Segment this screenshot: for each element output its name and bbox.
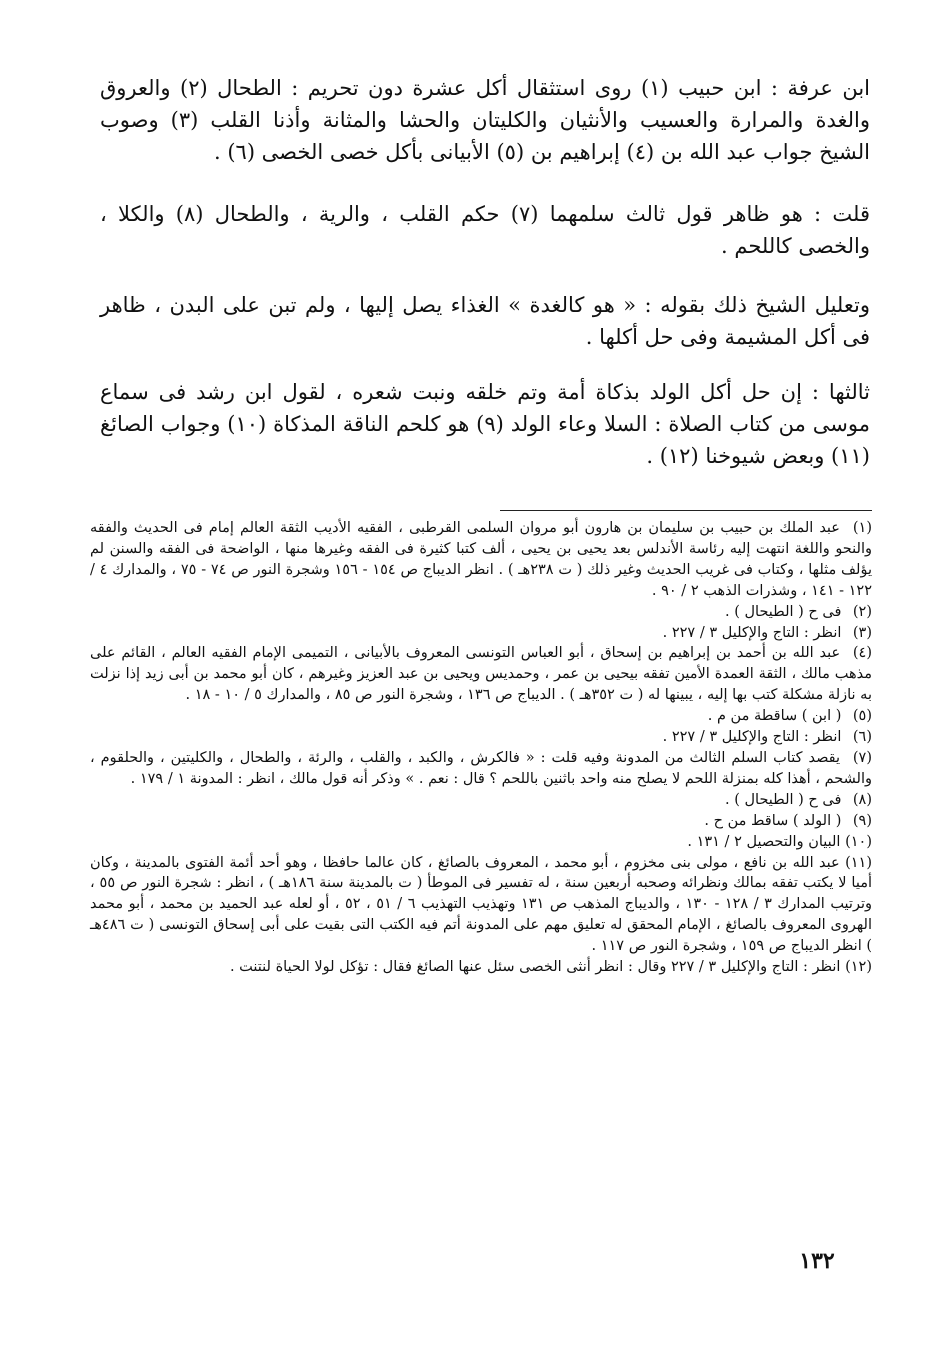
- footnote: [90, 602, 872, 623]
- paragraph-text: وتعليل الشيخ ذلك بقوله : « هو كالغدة » الغذاء يصل إليها ، ولم تبن على البدن ، ظاهر فى أكل المشيمة وفى حل أكلها .: [100, 293, 870, 349]
- footnote-number: (٦): [852, 729, 872, 746]
- footnote: [90, 832, 872, 853]
- footnote: [90, 727, 872, 748]
- footnote-text: عبد الله بن أحمد بن إبراهيم بن إسحاق ، أبو العباس التونسى المعروف بالأبيانى ، التميمى الإمام الفقيه العالم ، القائم على مذهب مالك ، الثقة العمدة الأمين تفقه بيحيى بن عمر ، وحمديس ويحيى بن عبد العزيز وغيرهم ، كان أبو محمد بن أبى زيد إذا نزلت به نازلة مشكلة كتب بها إليه ، يبينها له ( ت ٣٥٢هـ ) . الديباج ص ١٣٦ ، وشجرة النور ص ٨٥ ، والمدارك ٥ / ١٠ - ١٨ .: [90, 645, 872, 704]
- paragraph-text: قلت : هو ظاهر قول ثالث سلمهما (٧) حكم القلب ، والرية ، والطحال (٨) والكلا ، والخصى كاللحم .: [100, 202, 871, 258]
- footnote: [90, 811, 872, 832]
- footnote: [90, 790, 872, 811]
- main-paragraph: [100, 376, 870, 472]
- footnote-number: (٧): [852, 749, 872, 766]
- footnote-text: البيان والتحصيل ٢ / ١٣١ .: [687, 833, 841, 850]
- footnote-text: ( ابن ) ساقطة من م .: [707, 708, 842, 725]
- footnote-number: (٢): [852, 603, 872, 620]
- footnote: [90, 643, 872, 706]
- footnote-text: فى ح ( الطيحال ) .: [725, 603, 842, 620]
- page-number: ١٣٢: [799, 1248, 835, 1274]
- footnote-text: ( الولد ) ساقط من ح .: [704, 812, 842, 829]
- paragraph-text: ثالثها : إن حل أكل الولد بذكاة أمة وتم خلقه ونبت شعره ، لقول ابن رشد فى سماع موسى من كتاب الصلاة : السلا وعاء الولد (٩) هو كلحم الناقة المذكاة (١٠) وجواب الصائغ (١١) وبعض شيوخنا (١٢) .: [100, 380, 870, 468]
- main-paragraph: [100, 289, 870, 353]
- footnote-text: انظر : التاج والإكليل ٣ / ٢٢٧ .: [662, 729, 842, 746]
- main-paragraph: [100, 198, 870, 262]
- footnote: [90, 853, 872, 958]
- footnote-number: (١٠): [845, 833, 872, 850]
- footnote-separator: [500, 510, 872, 511]
- footnote-number: (١١): [845, 854, 873, 871]
- footnote-text: فى ح ( الطيحال ) .: [725, 791, 842, 808]
- footnote: [90, 706, 872, 727]
- footnote-number: (١): [852, 520, 872, 536]
- footnotes: [90, 518, 872, 978]
- footnote-number: (١٢): [845, 959, 872, 976]
- footnote-number: (٣): [852, 624, 872, 641]
- footnote-text: عبد الملك بن حبيب بن سليمان بن هارون أبو مروان السلمى القرطبى ، الفقيه الأديب الثقة العالم إمام فى الحديث والفقه والنحو واللغة انتهت إليه رئاسة الأندلس بعد يحيى بن يحيى ، ألف كتبا كثيرة فى الفقه وغيرها منها ، الواضحة فى الفقه والسنن لم يؤلف مثلها ، وكتاب فى غريب الحديث وغير ذلك ( ت ٢٣٨هـ ) . انظر الديباج ص ١٥٤ - ١٥٦ وشجرة النور ص ٧٤ - ٧٥ ، والمدارك ٤ / ١٢٢ - ١٤١ ، وشذرات الذهب ٢ / ٩٠ .: [90, 520, 872, 599]
- footnote-number: (٨): [852, 791, 872, 808]
- footnote-text: انظر : التاج والإكليل ٣ / ٢٢٧ .: [662, 624, 842, 641]
- footnote: [90, 748, 872, 790]
- main-paragraph: [100, 72, 870, 168]
- footnote-text: يقصد كتاب السلم الثالث من المدونة وفيه قلت : « فالكرش ، والكبد ، والقلب ، والرئة ، والطحال ، والكليتين ، والحلقوم ، والشحم ، أهذا كله بمنزلة اللحم لا يصلح منه واحد باثنين باللحم ؟ قال : نعم . » وذكر أنه قول مالك ، انظر : المدونة ١ / ١٧٩ .: [90, 749, 872, 787]
- footnote: [90, 957, 872, 978]
- footnote-number: (٩): [852, 812, 872, 829]
- footnote: [90, 518, 872, 602]
- footnote-number: (٤): [852, 645, 873, 662]
- footnote-text: عبد الله بن نافع ، مولى بنى مخزوم ، أبو محمد ، المعروف بالصائغ ، كان عالما حافظا ، وهو أحد أئمة الفتوى بالمدينة ، وكان أميا لا يكتب تفقه بمالك ونظرائه وصحبه أربعين سنة ، له تفسير فى الموطأ ( ت بالمدينة سنة ١٨٦هـ ) ، انظر : شجرة النور ص ٥٥ ، وترتيب المدارك ٣ / ١٢٨ - ١٣٠ ، والديباج المذهب ص ١٣١ وتهذيب التهذيب ٦ / ٥١ ، ٥٢ ، أو لعله عبد الحميد بن محمد ، أبو محمد الهروى المعروف بالصائغ ، الإمام المحقق له تعليق مهم على المدونة أتم فيه الكتب التى بقيت على أبى إسحاق التونسى ( ت ٤٨٦هـ ) انظر الديباج ص ١٥٩ ، وشجرة النور ص ١١٧ .: [90, 854, 872, 955]
- footnote: [90, 623, 872, 644]
- footnote-text: انظر : التاج والإكليل ٣ / ٢٢٧ وقال : انظر أنثى الخصى سئل عنها الصائغ فقال : تؤكل لولا الحياة لنتنت .: [229, 959, 841, 976]
- footnote-number: (٥): [852, 708, 872, 725]
- paragraph-text: ابن عرفة : ابن حبيب (١) روى استثقال أكل عشرة دون تحريم : الطحال (٢) والعروق والغدة والمرارة والعسيب والأنثيان والكليتان والحشا والمثانة وأذنا القلب (٣) وصوب الشيخ جواب عبد الله بن (٤) إبراهيم بن (٥) الأبيانى بأكل خصى الخصى (٦) .: [100, 76, 870, 164]
